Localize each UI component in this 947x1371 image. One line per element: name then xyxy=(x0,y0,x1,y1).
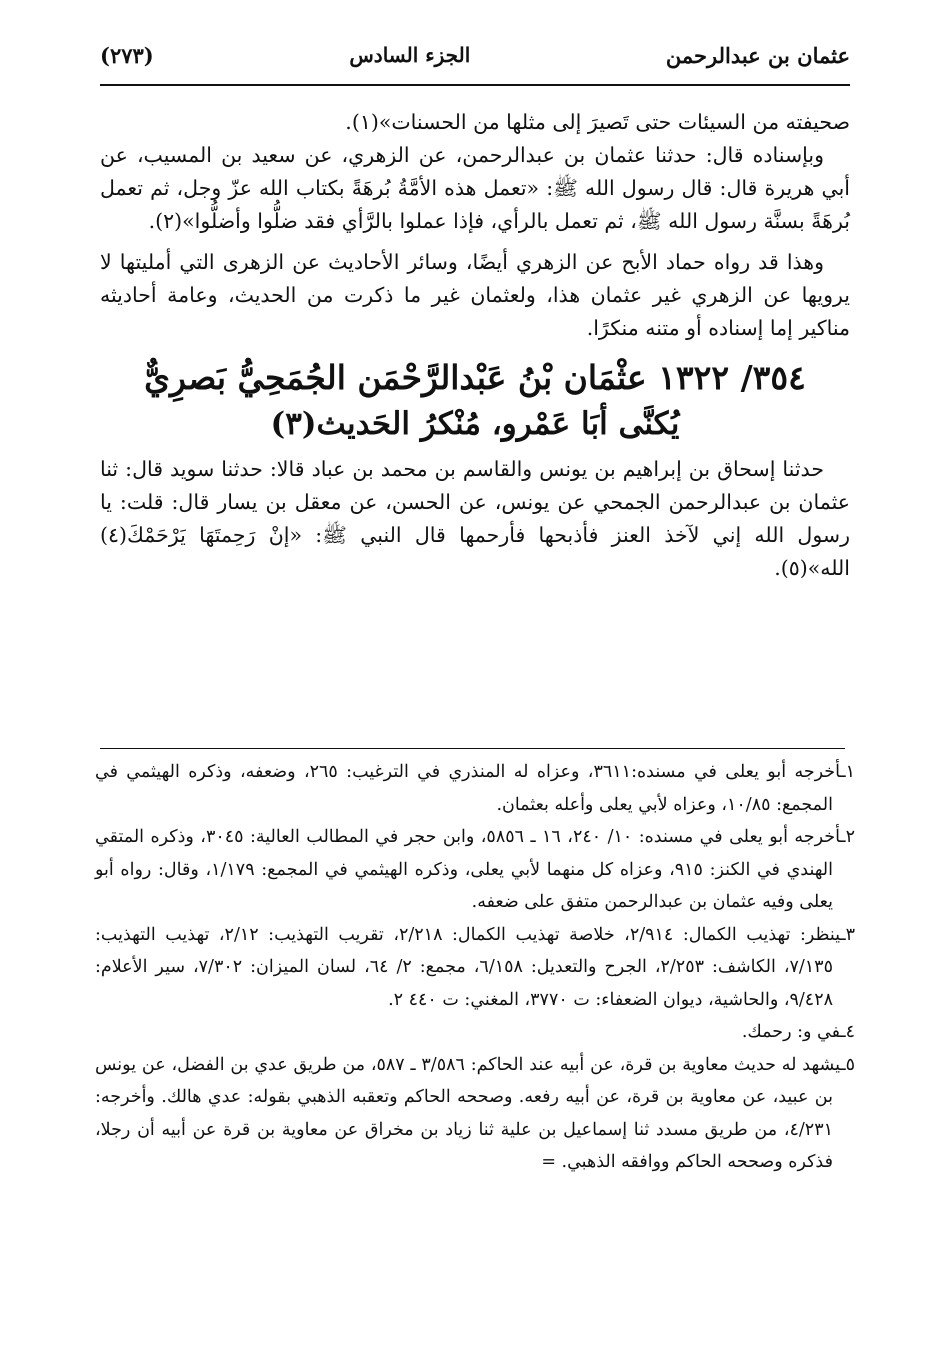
page-number: (٢٧٣) xyxy=(100,42,154,68)
footnote-divider xyxy=(100,748,845,749)
main-text xyxy=(100,106,850,585)
biography-subheading: يُكنَّى أبَا عَمْرو، مُنْكرُ الحَديث(٣) xyxy=(270,406,680,442)
footnote-number: ١ـ xyxy=(840,762,855,782)
paragraph-4: حدثنا إسحاق بن إبراهيم بن يونس والقاسم بن محمد بن عباد قالا: حدثنا سويد قال: ثنا عثمان بن عبدالرحمن الجمحي عن يونس، عن الحسن، عن معقل بن يسار قال: قلت: يا رسول الله إني لآخذ العنز فأذبحها فأرحمها قال النبي ﷺ: «إنْ رَحِمتَهَا يَرْحَمْكَ(٤) الله»(٥). xyxy=(100,457,850,580)
footnote-5 xyxy=(95,1049,855,1179)
footnote-4 xyxy=(95,1016,855,1049)
footnote-text: أخرجه أبو يعلى في مسنده:٣٦١١، وعزاه له المنذري في الترغيب: ٢٦٥، وضعفه، وذكره الهيثمي في المجمع: ١٠/٨٥، وعزاه لأبي يعلى وأعله بعثمان. xyxy=(95,762,841,815)
paragraph-3: وهذا قد رواه حماد الأبح عن الزهري أيضًا، وسائر الأحاديث عن الزهرى التي أمليتها لا يرويها عن الزهري غير عثمان هذا، ولعثمان غير ما ذكرت من الحديث، وعامة أحاديثه مناكير إما إسناده أو متنه منكرًا. xyxy=(100,250,850,340)
footnote-3 xyxy=(95,919,855,1017)
footnote-text: أخرجه أبو يعلى في مسنده: ١٠/ ٢٤٠، ١٦ ـ ٥٨٥٦، وابن حجر في المطالب العالية: ٣٠٤٥، وذكره المتقي الهندي في الكنز: ٩١٥، وعزاه كل منهما لأبي يعلى، وذكره الهيثمي في المجمع: ١/١٧٩، وقال: رواه أبو يعلى وفيه عثمان بن عبدالرحمن متفق على ضعفه. xyxy=(95,827,841,912)
footnote-number: ٢ـ xyxy=(840,827,855,847)
footnote-number: ٣ـ xyxy=(840,924,855,945)
footnote-1 xyxy=(95,756,855,821)
footnote-text: في و: رحمك. xyxy=(741,1022,841,1042)
footnote-number: ٤ـ xyxy=(840,1022,855,1042)
paragraph-1: صحيفته من السيئات حتى تَصيرَ إلى مثلها من الحسنات»(١). xyxy=(345,110,850,134)
paragraph-2: وبإسناده قال: حدثنا عثمان بن عبدالرحمن، عن الزهري، عن سعيد بن المسيب، عن أبي هريرة قال: قال رسول الله ﷺ: «تعمل هذه الأمَّةُ بُرهَةً بكتاب الله عزّ وجل، ثم تعمل بُرهَةً بسنَّة رسول الله ﷺ، ثم تعمل بالرأي، فإذا عملوا بالرَّأي فقد ضلُّوا وأضلُّوا»(٢). xyxy=(100,143,850,233)
biography-heading: ٣٥٤/ ١٣٢٢ عثْمَان بْنُ عَبْدالرَّحْمَن الجُمَحِيُّ بَصرِيٌّ xyxy=(144,358,806,397)
footnote-number: ٥ـ xyxy=(840,1054,855,1075)
footnote-text: يشهد له حديث معاوية بن قرة، عن أبيه عند الحاكم: ٣/٥٨٦ ـ ٥٨٧، من طريق عدي بن الفضل، عن يونس بن عبيد، عن معاوية بن قرة، عن أبيه رفعه. وصححه الحاكم وتعقبه الذهبي بقوله: عدي هالك. وأخرجه: ٤/٢٣١، من طريق مسدد ثنا إسماعيل بن علية ثنا زياد بن مخراق عن معاوية بن قرة عن أبيه أن رجلا، فذكره وصححه الحاكم ووافقه الذهبي. = xyxy=(95,1054,841,1172)
header-divider xyxy=(100,84,850,86)
footnotes xyxy=(95,756,855,1179)
running-head-volume: الجزء السادس xyxy=(349,43,471,67)
footnote-text: ينظر: تهذيب الكمال: ٢/٩١٤، خلاصة تهذيب الكمال: ٢/٢١٨، تقريب التهذيب: ٢/١٢، تهذيب التهذيب: ٧/١٣٥، الكاشف: ٢/٢٥٣، الجرح والتعديل: ٦/١٥٨، مجمع: ٢/ ٦٤، لسان الميزان: ٧/٣٠٢، سير الأعلام: ٩/٤٢٨، والحاشية، ديوان الضعفاء: ت ٣٧٧٠، المغني: ت ٤٤٠ ٢. xyxy=(95,924,841,1010)
page-header xyxy=(100,30,850,80)
footnote-2 xyxy=(95,821,855,919)
running-head-title: عثمان بن عبدالرحمن xyxy=(665,42,850,68)
